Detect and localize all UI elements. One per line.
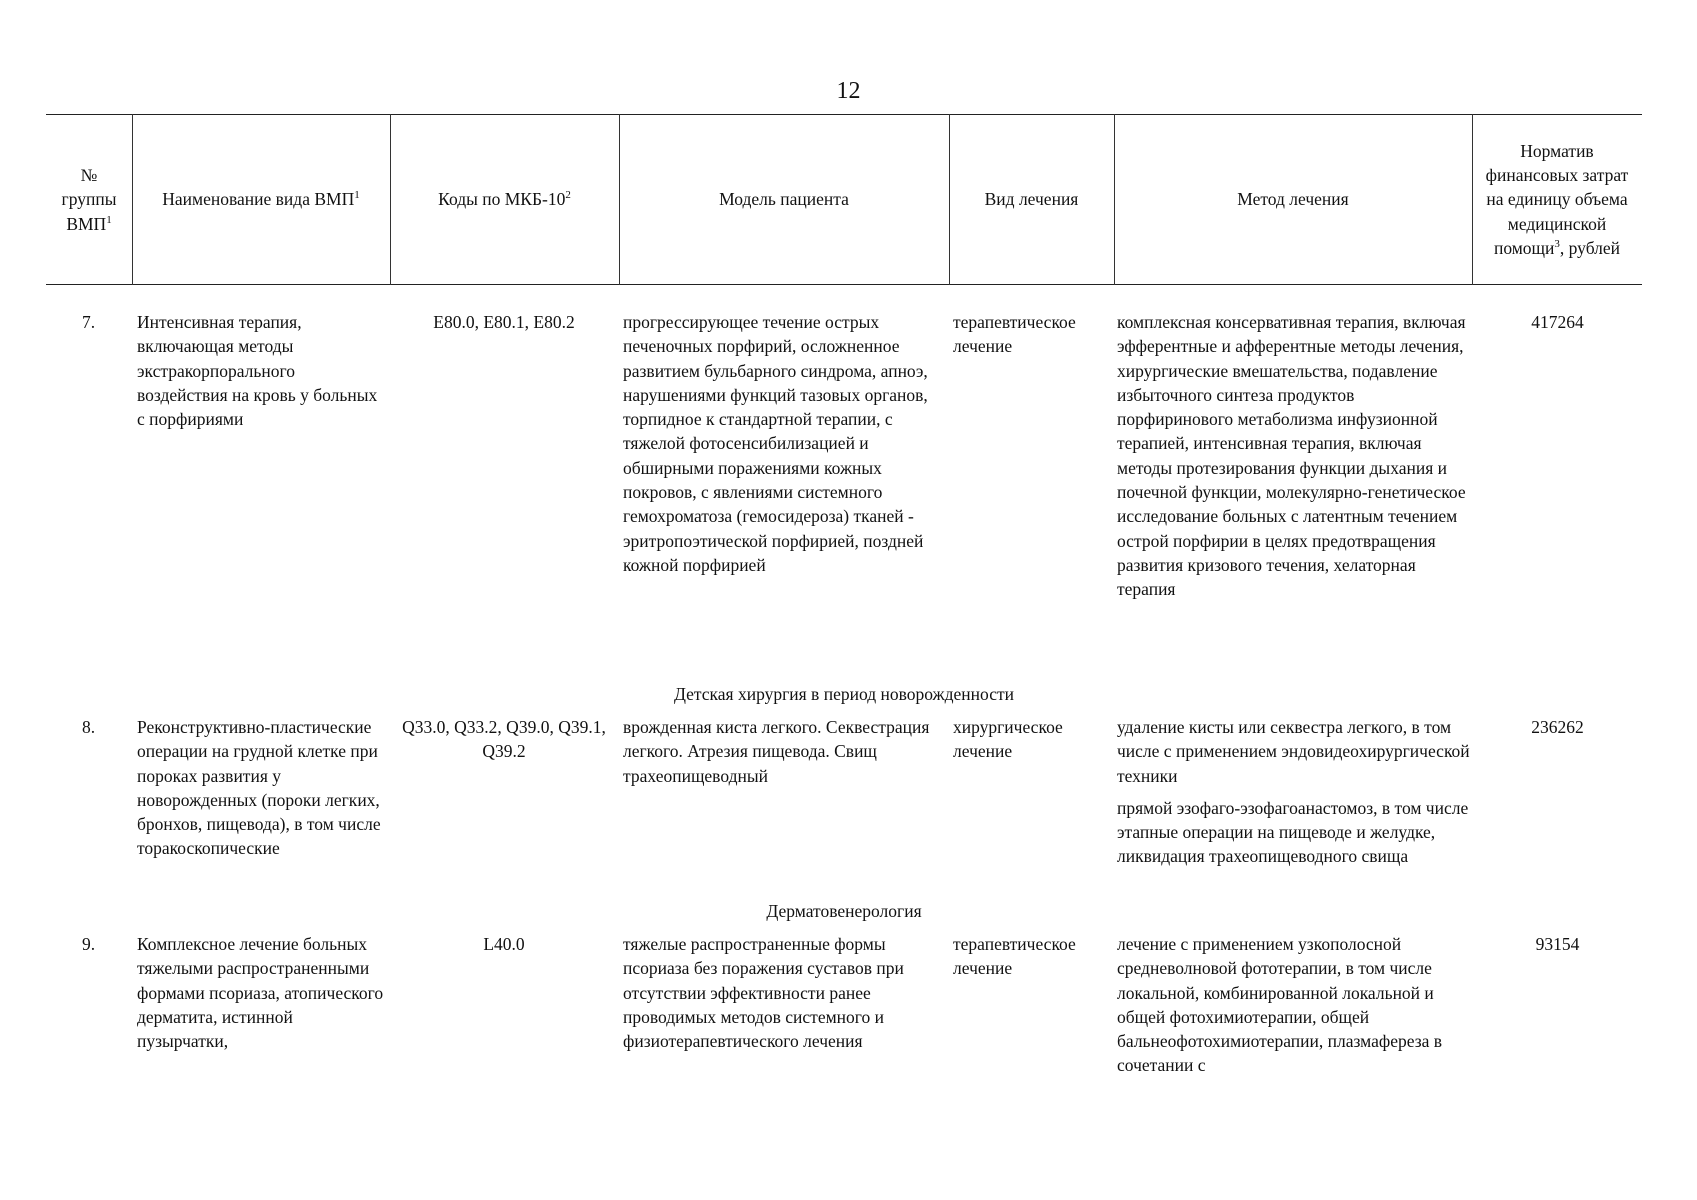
- icd-codes: L40.0: [483, 934, 525, 954]
- header-method: Метод лечения: [1237, 189, 1349, 210]
- cost-norm: 417264: [1531, 312, 1584, 332]
- section-heading: Детская хирургия в период новорожденности: [673, 684, 1015, 704]
- patient-model: прогрессирующее течение острых печеночных порфирий, осложненное развитием бульбарного синдрома, апноэ, нарушениями функций тазовых органов, торпидное к стандартной терапии, с тяжелой фотосенсибилизацией и обширными поражениями кожных покровов, с явлениями системного гемохроматоза (гемосидероза) тканей - эритропоэтической порфирией, поздней кожной порфирией: [623, 312, 928, 575]
- treatment-method: лечение с применением узкополосной средневолновой фототерапии, в том числе локальной, комбинированной локальной и общей фотохимиотерапии, общей бальнеофотохимиотерапии, плазмафереза в сочетании с: [1117, 934, 1443, 1076]
- header-codes: Коды по МКБ-$10^2$: [438, 189, 571, 210]
- cost-norm: 236262: [1531, 717, 1584, 737]
- header-group-no: № группы ВМП$^1$: [61, 165, 117, 234]
- row-number: 9.: [81, 934, 96, 954]
- method-paragraph: прямой эзофаго-эзофагоанастомоз, в том числе этапные операции на пищеводе и желудке, ликвидация трахеопищеводного свища: [1117, 797, 1469, 867]
- treatment-type: терапевтическое лечение: [953, 934, 1076, 979]
- row-number: 8.: [81, 717, 96, 737]
- header-type: Вид лечения: [984, 189, 1079, 210]
- treatment-method: комплексная консервативная терапия, включая эфферентные и афферентные методы лечения, хирургические вмешательства, подавление избыточного синтеза продуктов порфиринового метаболизма инфузионной терапией, интенсивная терапия, включая методы протезирования функции дыхания и почечной функции, молекулярно-генетическое исследование больных с латентным течением острой порфирии в целях предотвращения развития кризового течения, хелаторная терапия: [1117, 312, 1466, 600]
- vmp-name: Комплексное лечение больных тяжелыми распространенными формами псориаза, атопического дерматита, истинной пузырчатки,: [137, 934, 384, 1052]
- row-number: 7.: [81, 312, 96, 332]
- cost-norm: 93154: [1535, 934, 1580, 954]
- treatment-type: хирургическое лечение: [953, 717, 1063, 762]
- patient-model: тяжелые распространенные формы псориаза без поражения суставов при отсутствии эффективности ранее проводимых методов системного и физиотерапевтического лечения: [623, 934, 904, 1052]
- header-cost: Норматив финансовых затрат на единицу объема медицинской помощи$^3$, рублей: [1485, 140, 1629, 258]
- header-model: Модель пациента: [719, 189, 849, 210]
- header-name: Наименование вида ВМП$^1$: [162, 189, 360, 210]
- treatment-method: [1117, 715, 1471, 869]
- vmp-name: Интенсивная терапия, включающая методы экстракорпорального воздействия на кровь у больных с порфириями: [137, 312, 378, 430]
- page-number: 12: [836, 78, 861, 104]
- vmp-name: Реконструктивно-пластические операции на грудной клетке при пороках развития у новорожденных (пороки легких, бронхов, пищевода), в том числе торакоскопические: [137, 717, 381, 859]
- method-paragraph: удаление кисты или секвестра легкого, в том числе с применением эндовидеохирургической техники: [1117, 717, 1470, 786]
- treatment-type: терапевтическое лечение: [953, 312, 1076, 357]
- patient-model: врожденная киста легкого. Секвестрация легкого. Атрезия пищевода. Свищ трахеопищеводный: [623, 717, 930, 786]
- section-heading: Дерматовенерология: [766, 901, 922, 921]
- icd-codes: Q33.0, Q33.2, Q39.0, Q39.1, Q39.2: [402, 717, 606, 762]
- icd-codes: E80.0, E80.1, E80.2: [433, 312, 575, 332]
